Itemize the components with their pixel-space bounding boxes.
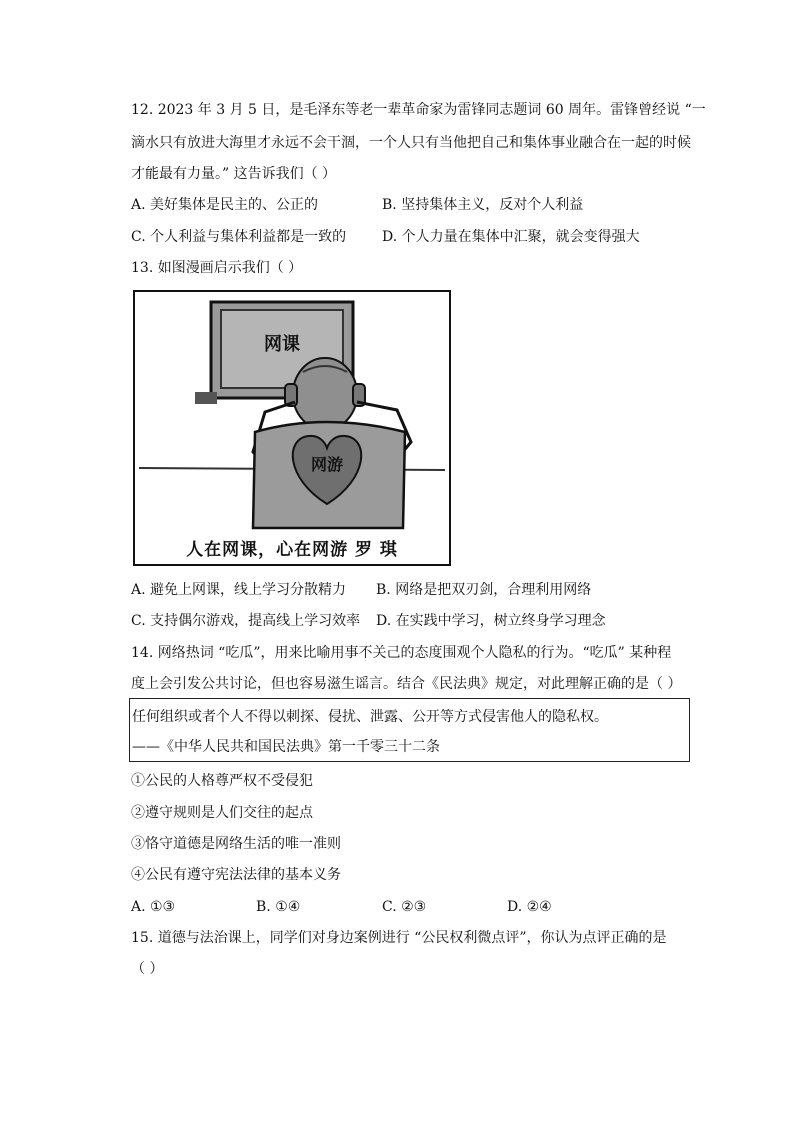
law-quote-box (129, 698, 690, 762)
q14-statement-1: ①公民的人格尊严权不受侵犯 (131, 773, 313, 789)
q12-option-a: A. 美好集体是民主的、公正的 (131, 197, 319, 213)
q14-statement-4: ④公民有遵守宪法法律的基本义务 (131, 867, 341, 883)
q13-stem: 13. 如图漫画启示我们（ ） (131, 260, 303, 276)
q14-option-a: A. ①③ (131, 899, 176, 915)
q12-stem-line2: 滴水只有放进大海里才永远不会干涸，一个人只有当他把自己和集体事业融合在一起的时候 (131, 135, 691, 151)
q14-stem-line2: 度上会引发公共讨论，但也容易滋生谣言。结合《民法典》规定，对此理解正确的是（ ） (131, 676, 682, 692)
q14-statement-3: ③恪守道德是网络生活的唯一准则 (131, 836, 341, 852)
cartoon-caption: 人在网课，心在网游 罗 琪 (186, 540, 398, 560)
heart-text: 网游 (310, 455, 344, 474)
q12-option-c: C. 个人利益与集体利益都是一致的 (131, 229, 347, 245)
q14-option-c: C. ②③ (382, 899, 427, 915)
q13-option-a: A. 避免上网课，线上学习分散精力 (131, 582, 347, 598)
q14-option-b: B. ①④ (256, 899, 301, 915)
q14-stem-line1: 14. 网络热词 “吃瓜”，用来比喻用事不关己的态度围观个人隐私的行为。“吃瓜” 某种程 (131, 645, 672, 661)
cartoon-image (133, 290, 451, 566)
q12-option-d: D. 个人力量在集体中汇聚，就会变得强大 (382, 229, 640, 245)
q13-option-b: B. 网络是把双刃剑，合理利用网络 (376, 582, 592, 598)
head (293, 358, 357, 430)
q13-option-d: D. 在实践中学习，树立终身学习理念 (376, 613, 606, 629)
law-quote-text: 任何组织或者个人不得以刺探、侵扰、泄露、公开等方式侵害他人的隐私权。 (132, 709, 608, 725)
q12-option-b: B. 坚持集体主义，反对个人利益 (382, 197, 584, 213)
q14-option-d: D. ②④ (507, 899, 552, 915)
cartoon-drawing (135, 292, 449, 564)
screen-text: 网课 (264, 334, 300, 355)
q15-stem-line1: 15. 道德与法治课上，同学们对身边案例进行 “公民权利微点评”，你认为点评正确的是 (131, 930, 667, 946)
q12-stem-line1: 12. 2023 年 3 月 5 日，是毛泽东等老一辈革命家为雷锋同志题词 60 周年。雷锋曾经说 “一 (131, 102, 706, 118)
q14-statement-2: ②遵守规则是人们交往的起点 (131, 805, 313, 821)
q12-stem-line3: 才能最有力量。” 这告诉我们（ ） (131, 166, 337, 182)
law-quote-source: ——《中华人民共和国民法典》第一千零三十二条 (132, 739, 440, 755)
q15-stem-line2: （ ） (131, 961, 164, 977)
monitor-stand (195, 392, 217, 404)
q13-option-c: C. 支持偶尔游戏，提高线上学习效率 (131, 613, 361, 629)
